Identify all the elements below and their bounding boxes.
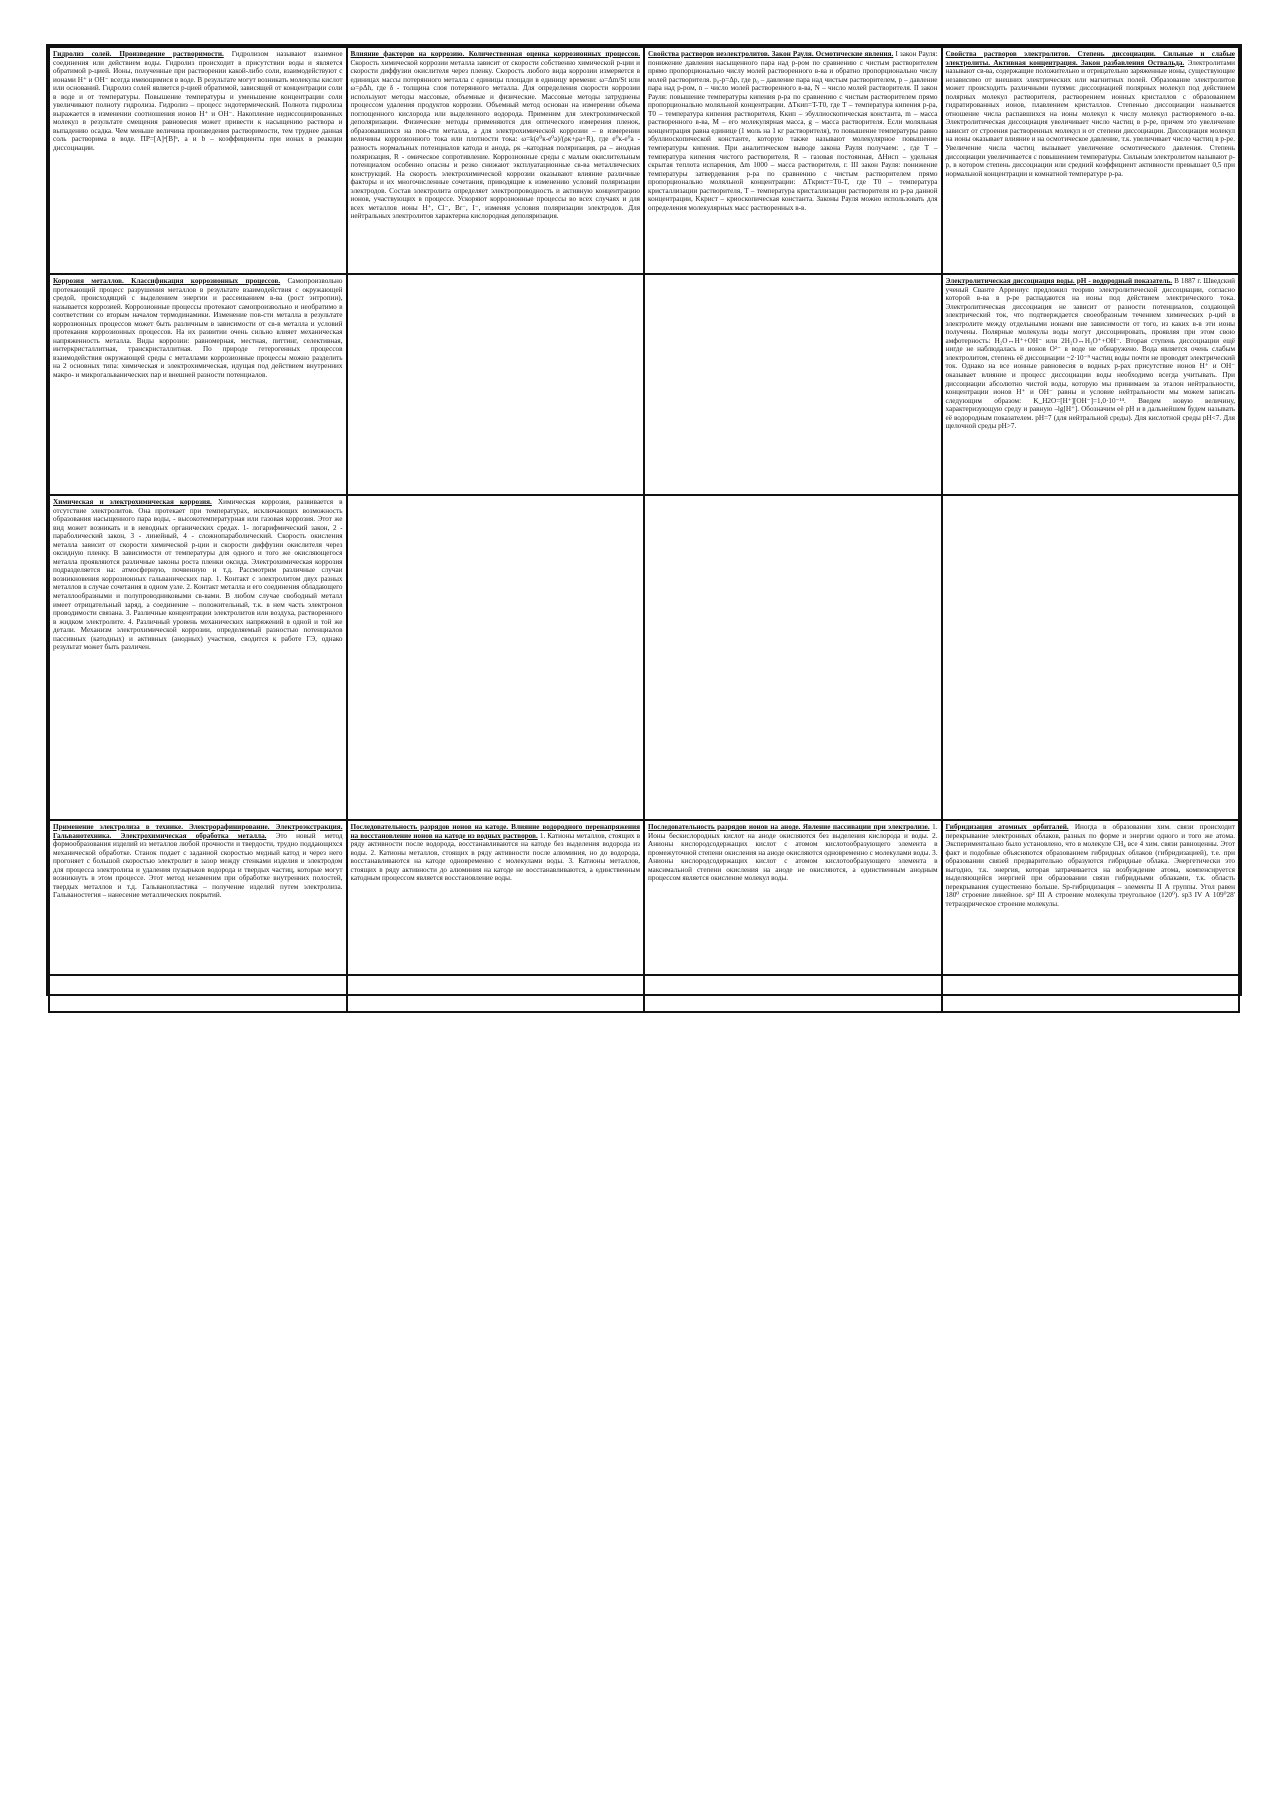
- cell-title: Последовательность разрядов ионов на аноде. Явление пассивации при электролизе.: [648, 823, 930, 831]
- cell-title: Влияние факторов на коррозию. Количественная оценка коррозионных процессов.: [350, 50, 640, 58]
- cell-title: Гибридизация атомных орбиталей.: [945, 823, 1069, 831]
- cell-title: Свойства растворов электролитов. Степень диссоциации. Сильные и слабые электролиты. Активная концентрация. Закон разбавления Оствальда.: [945, 50, 1235, 67]
- cell-orbital-hybridization: [942, 820, 1240, 975]
- cell-title: Коррозия металлов. Классификация коррозионных процессов.: [53, 277, 281, 285]
- cell-empty: [644, 975, 942, 1012]
- cell-empty: [644, 495, 942, 820]
- cell-electrolyte-solutions: [942, 47, 1240, 274]
- cell-empty: [942, 975, 1240, 1012]
- cell-empty: [347, 495, 645, 820]
- cell-metal-corrosion: [49, 274, 347, 495]
- cell-empty: [644, 274, 942, 495]
- cell-text: Скорость химической коррозии металла зависит от скорости собственно химической р-ции и скорости диффузии окислителя через пленку. Скорость любого вида коррозии измеряется в единицах массы потерянного металла с единицы площади в единицу времени: ω=Δm/St или ω=ρΔh, где δ - толщина слоя потерянного металла. Для определения скорости коррозии используют методы массовые, объемные и физические. Массовые методы затруднены процессом удаления продуктов коррозии. Объемный метод основан на измерении объема поглощенного кислорода или выделенного водорода. Применим для электрохимической деполяризации. Физические методы применяются для оптического измерения пленок, образовавшихся на пов-сти металла, а для электрохимической коррозии – в измерении величины коррозионного тока или плотности тока: ω=k(e⁰к-e⁰а)/(ρк+ρа+R), где e⁰к-e⁰а - разность нормальных потенциалов катода и анода, ρк –катодная поляризация, ρа – анодная поляризация, R - омическое сопротивление. Коррозионные среды с малым окислительным потенциалом особенно опасны и резко снижают эксплуатационные св-ва металлических конструкций. На скорость электрохимической коррозии оказывают влияние различные факторы и их многочисленные сочетания, приводящие к изменению условий поляризации электродов. Состав электролита определяет электропроводность и активную концентрацию ионов, участвующих в процессе. Ускоряют коррозионные процессы во всех случаях и для всех металлов ионы H⁺, Cl⁻, Br⁻, I⁻, изменяя условия поляризации электродов. Для нейтральных электролитов характерна кислородная деполяризация.: [350, 58, 640, 221]
- cell-text: Гидролизом называют взаимное соединения или действием воды. Гидролиз происходит в присутствии воды и является обратимой р-цией. Ионы, полученные при растворении какой-либо соли, взаимодействуют с ионами H⁺ и OH⁻ всегда имеющимися в воде. В результате могут возникать молекулы кислот или оснований. Гидролиз солей является р-цией обратимой, зависящей от концентрации соли в воде и от температуры. Повышение температуры и уменьшение концентрации соли увеличивают полноту гидролиза. Гидролиз – процесс эндотермический. Полнота гидролиза выражается в изменении соотношения ионов H⁺ и OH⁻. Накопление недиссоциированных молекул в результате смещения равновесия может привести к насыщению раствора и выпадению осадка. Чем меньше величина произведения растворимости, тем труднее данная соль растворима в воде. ПР=[A]ᵃ[B]ᵇ, a и b – коэффициенты при ионах в реакции диссоциации.: [53, 50, 343, 153]
- cell-cathode-discharge: [347, 820, 645, 975]
- cell-empty: [347, 274, 645, 495]
- cell-title: Применение электролиза в технике. Электрорафинирование. Электроэкстракция. Гальванотехника. Электрохимическая обработка металла.: [53, 823, 343, 840]
- cheat-sheet-table: [46, 44, 1242, 996]
- cell-title: Последовательность разрядов ионов на катоде. Влияние водородного перенапряжения на восстановление ионов на катоде из водных растворов.: [350, 823, 640, 840]
- cell-text: I закон Рауля: понижение давления насыщенного пара над р-ром по сравнению с чистым растворителем прямо пропорционально числу молей растворенного в-ва и обратно пропорционально числу молей растворителя. p₀-p=Δp, где p₀ – давление пара над чистым растворителем, p – давление пара над р-ром, n – число молей растворенного в-ва, N – число молей растворителя. II закон Рауля: повышение температуры кипения р-ра по сравнению с чистым растворителем прямо пропорционально моляльной концентрации. ΔTкип=T-T0, где T – температура кипения р-ра, T0 – температура кипения растворителя, Kкип – эбуллиоскопическая константа, m – масса растворенного в-ва, M – его молекулярная масса, g – масса растворителя. Если моляльная концентрация равна единице (1 моль на 1 кг растворителя), то повышение температуры равно эбуллиоскопической константе, которую также называют молекулярное повышение температуры кипения. При аналитическом выводе закона Рауля получаем: , где T – температура кипения чистого растворителя, R – газовая постоянная, ΔHисп – удельная скрытая теплота испарения, Δm 1000 – масса растворителя, г. III закон Рауля: понижение температуры затвердевания р-ра по сравнению с чистым растворителем прямо пропорционально моляльной концентрации: ΔTкрист=T0-T, где T0 – температура кристаллизации растворителя, T – температура кристаллизации растворителя из р-ра данной концентрации, Kкрист – криоскопическая константа. Законы Рауля можно использовать для определения молекулярных масс растворенных в-в.: [648, 50, 938, 212]
- cell-title: Свойства растворов неэлектролитов. Закон Рауля. Осмотические явления.: [648, 50, 894, 58]
- cell-text: Это новый метод формообразования изделий из металлов любой прочности и твердости, трудно поддающихся механической обработке. Станок подает с заданной скоростью медный катод и через него прогоняет с большой скоростью электролит в зазор между стенками изделия и электродом для процесса электролиза и удаления пузырьков водорода и твердых частиц, которые могут возникнуть в этом процессе. Этот метод незаменим при обработке внутренних полостей, твердых металлов и т.д. Гальванопластика – получение изделий путем электролиза. Гальваностегия – нанесение металлических покрытий.: [53, 831, 343, 900]
- cell-empty: [347, 975, 645, 1012]
- cell-raoult-law: [644, 47, 942, 274]
- cell-water-dissociation: [942, 274, 1240, 495]
- cell-title: Электролитическая диссоциация воды. pH - водородный показатель.: [945, 277, 1173, 285]
- cell-text: Иногда в образовании хим. связи происходит перекрывание электронных облаков, разных по форме и энергии одного и того же атома. Экспериментально было установлено, что в молекуле CH₄ все 4 хим. связи равноценны. Этот факт и подобные объясняются образованием гибридных облаков (гибридизацией), т.е. при образовании связей предварительно образуются гибридные облака. Энергетически это выгодно, т.к. энергия, которая затрачивается на возбуждение атома, компенсируется выделяющейся энергией при образовании связи гибридными облаками, т.к. область перекрывания существенно больше. Sp-гибридизация – элементы II А группы. Угол равен 180⁰ строение линейное. sp² III А строение молекулы треугольное (120⁰). sp3 IV А 109⁰28' тетраэдрическое строение молекулы.: [945, 823, 1235, 908]
- cell-electrolysis-applications: [49, 820, 347, 975]
- cell-anode-discharge: [644, 820, 942, 975]
- cell-text: Самопроизвольно протекающий процесс разрушения металлов в результате взаимодействия с окружающей средой, происходящий с выделением энергии и рассеиванием в-ва (рост энтропии), называется коррозией. Коррозионные процессы протекают самопроизвольно и необратимо в соответствии со вторым началом термодинамики. Изменение пов-сти металла в результате коррозионных процессов может быть различным в зависимости от св-в металла и условий протекания коррозионных процессов. На их развитии очень сильно влияет механическая напряженность металла. Виды коррозии: равномерная, местная, питтинг, селективная, интеркристаллитная, транскристаллитная. По природе гетерогенных процессов взаимодействия окружающей среды с металлами коррозионные процессы можно разделить на 2 основных типа: химическая и электрохимическая, идущая под действием внутренних макро- и микрогальванических пар и внешней разности потенциалов.: [53, 277, 343, 380]
- cell-hydrolysis: [49, 47, 347, 274]
- cell-title: Химическая и электрохимическая коррозия.: [53, 498, 212, 506]
- cell-text: Химическая коррозия, развивается в отсутствие электролитов. Она протекает при температурах, исключающих возможность образования насыщенного пара воды, - высокотемпературная или газовая коррозия. Этот же вид может возникать и в неводных органических средах. 1- логарифмический закон, 2 - параболический закон, 3 - линейный, 4 - сложнопараболический. Скорость окисления металла зависит от скорости химической р-ции и скорости диффузии окислителя через оксидную пленку. В зависимости от температуры для одного и того же окисляющегося металла проявляются различные законы роста пленки оксида. Электрохимическая коррозия подразделяется на: атмосферную, почвенную и т.д. Рассмотрим различные случаи возникновения коррозионных гальванических пар. 1. Контакт с электролитом двух разных металлов в случае сочетания в одном узле. 2. Контакт металла и его соединения обладающего металлообразными и полупроводниковыми св-вами. В любом случае свободный металл имеет отрицательный заряд, а соединение – положительный, т.к. в нем часть электронов проводимости связана. 3. Различные концентрации электролитов или воздуха, растворенного в жидком электролите. 4. Различный уровень механических напряжений в одной и той же детали. Механизм электрохимической коррозии, определяемый разностью потенциалов пассивных (катодных) и активных (анодных) участков, сводится к работе ГЭ, однако результат может быть различен.: [53, 498, 343, 652]
- cell-corrosion-factors: [347, 47, 645, 274]
- cell-text: 1. Ионы бескислородных кислот на аноде окисляются без выделения кислорода и воды. 2. Анионы кислородсодержащих кислот с атомом кислотообразующего элемента в промежуточной степени окисления на аноде окисляются одновременно с молекулами воды. 3. Анионы кислородсодержащих кислот с атомом кислотообразующего элемента в максимальной степени окисления на аноде не окисляются, а единственным анодным процессом является окисление молекул воды.: [648, 823, 938, 883]
- cell-title: Гидролиз солей. Произведение растворимости.: [53, 50, 224, 58]
- cell-chemical-corrosion: [49, 495, 347, 820]
- cell-text: 1. Катионы металлов, стоящих в ряду активности после водорода, восстанавливаются на катоде без выделения водорода из воды. 2. Катионы металлов, стоящих в ряду активности после алюминия, но до водорода, восстанавливаются на катоде одновременно с молекулами воды. 3. Катионы металлов, стоящих в ряду активности до алюминия на катоде не восстанавливаются, а единственным катодным процессом является восстановление воды.: [350, 831, 640, 883]
- cell-text: В 1887 г. Шведский ученый Сванте Аррениус предложил теорию электролитической диссоциации, согласно которой в-ва в р-ре распадаются на ионы под действием электрического тока. Электролитическая диссоциация не зависит от разности потенциалов, создающей электрический ток, что подтверждается своеобразным течением химических р-ций в электролите между отдельными ионами вне зависимости от того, из каких в-в эти ионы получены. Полярные молекулы воды могут диссоциировать, проявляя при этом свою амфотерность: H₂O↔H⁺+OH⁻ или 2H₂O↔H₃O⁺+OH⁻. Вторая ступень диссоциации ещё нигде не наблюдалась и ионов O²⁻ в воде не обнаружено. Вода является очень слабым электролитом, степень её диссоциации ~2·10⁻⁹ частиц воды почти не проводят электрический ток. Однако на все ионные равновесия в водных р-рах присутствие ионов H⁺ и OH⁻ оказывает влияние и процесс диссоциации воды необходимо всегда учитывать. При диссоциации абсолютно чистой воды, которую мы принимаем за эталон нейтральности, концентрации ионов H⁺ и OH⁻ равны и условие нейтральности мы можем записать следующим образом: K_H2O=[H⁺][OH⁻]=1,0·10⁻¹⁴. Введем новую величину, характеризующую среду и равную –lg[H⁺]. Обозначим её pH и в дальнейшем будем называть её водородным показателем. pH=7 (для нейтральной среды). Для кислотной среды pH<7. Для щелочной среды pH>7.: [945, 277, 1235, 431]
- cell-empty: [49, 975, 347, 1012]
- cell-empty: [942, 495, 1240, 820]
- cell-text: Электролитами называют св-ва, содержащие положительно и отрицательно заряженные ионы, существующие независимо от внешних электрических или магнитных полей. Образование электролитов может происходить различными путями: диссоциацией полярных молекул под действием полярных молекул растворителя, растворением ионных кристаллов с образованием гидратированных ионов, плавлением кристаллов. Степенью диссоциации называется отношение числа распавшихся на ионы молекул к числу молекул растворяемого в-ва. Электролитическая диссоциация увеличивает число частиц в р-ре, причем это увеличение зависит от строения растворенных молекул и от степени диссоциации. Диссоциация молекул на ионы оказывает влияние и на осмотическое давление, т.к. увеличивает число частиц в р-ре. Увеличение числа частиц вызывает увеличение осмотического давления. Степень диссоциации увеличивается с повышением температуры. Сильным электролитом называют р-р, в котором степень диссоциации или средний коэффициент активности превышает 0,5 при нормальной концентрации и комнатной температуре р-ра.: [945, 58, 1236, 178]
